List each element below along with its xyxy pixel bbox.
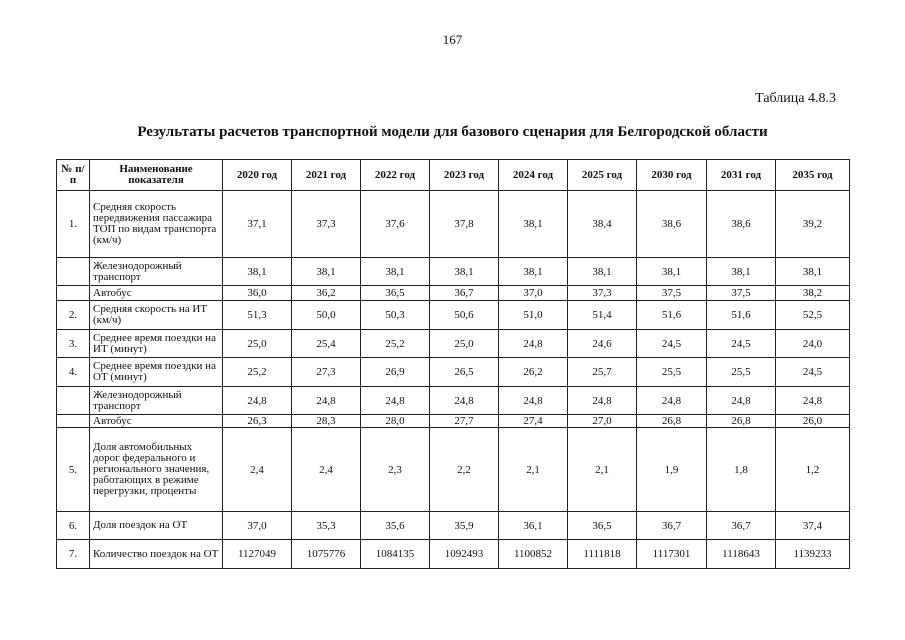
value-cell: 51,4 [568,301,637,330]
value-cell: 38,1 [637,258,707,286]
page-number: 167 [442,32,463,47]
value-cell: 2,4 [223,428,292,512]
row-number [57,286,90,301]
value-cell: 38,1 [361,258,430,286]
indicator-name: Доля автомобильных дорог федерального и регионального значения, работающих в режиме перегрузки, проценты [90,428,223,512]
column-header: 2020 год [223,160,292,191]
value-cell: 26,3 [223,415,292,428]
value-cell: 25,7 [568,358,637,387]
table-row [57,258,850,286]
table-number: Таблица 4.8.3 [755,91,836,106]
value-cell: 37,4 [776,512,850,540]
row-number [57,387,90,415]
value-cell: 50,3 [361,301,430,330]
value-cell: 1100852 [499,540,568,569]
indicator-name: Среднее время поездки на ОТ (минут) [90,358,223,387]
value-cell: 37,6 [361,191,430,258]
value-cell: 38,1 [499,258,568,286]
value-cell: 51,3 [223,301,292,330]
value-cell: 24,8 [223,387,292,415]
value-cell: 35,3 [292,512,361,540]
value-cell: 36,1 [499,512,568,540]
value-cell: 28,0 [361,415,430,428]
value-cell: 50,0 [292,301,361,330]
value-cell: 24,0 [776,330,850,358]
value-cell: 50,6 [430,301,499,330]
table-row [57,428,850,512]
value-cell: 36,7 [707,512,776,540]
value-cell: 26,8 [707,415,776,428]
value-cell: 1,9 [637,428,707,512]
value-cell: 27,4 [499,415,568,428]
value-cell: 25,2 [361,330,430,358]
value-cell: 38,1 [499,191,568,258]
value-cell: 25,5 [637,358,707,387]
value-cell: 25,2 [223,358,292,387]
indicator-name: Среднее время поездки на ИТ (минут) [90,330,223,358]
row-number [57,415,90,428]
column-header: 2025 год [568,160,637,191]
value-cell: 24,8 [707,387,776,415]
value-cell: 28,3 [292,415,361,428]
value-cell: 1075776 [292,540,361,569]
value-cell: 24,8 [637,387,707,415]
table-row [57,330,850,358]
value-cell: 24,6 [568,330,637,358]
value-cell: 2,4 [292,428,361,512]
value-cell: 37,3 [292,191,361,258]
value-cell: 51,6 [707,301,776,330]
value-cell: 38,1 [568,258,637,286]
column-header: Наименование показателя [90,160,223,191]
value-cell: 1084135 [361,540,430,569]
value-cell: 27,3 [292,358,361,387]
value-cell: 2,2 [430,428,499,512]
column-header: № п/п [57,160,90,191]
value-cell: 26,0 [776,415,850,428]
row-number: 2. [57,301,90,330]
value-cell: 36,5 [568,512,637,540]
value-cell: 1092493 [430,540,499,569]
indicator-name: Автобус [90,415,223,428]
value-cell: 24,8 [499,330,568,358]
indicator-name: Автобус [90,286,223,301]
value-cell: 26,9 [361,358,430,387]
results-table [56,159,850,569]
table-row [57,191,850,258]
column-header: 2030 год [637,160,707,191]
value-cell: 36,7 [430,286,499,301]
value-cell: 26,8 [637,415,707,428]
table-row [57,301,850,330]
value-cell: 39,2 [776,191,850,258]
value-cell: 38,1 [707,258,776,286]
value-cell: 24,8 [361,387,430,415]
value-cell: 38,1 [292,258,361,286]
value-cell: 24,5 [637,330,707,358]
value-cell: 38,6 [637,191,707,258]
table-row [57,540,850,569]
table-row [57,387,850,415]
table-row [57,512,850,540]
value-cell: 1117301 [637,540,707,569]
row-number: 6. [57,512,90,540]
value-cell: 1111818 [568,540,637,569]
value-cell: 51,0 [499,301,568,330]
value-cell: 1118643 [707,540,776,569]
value-cell: 1139233 [776,540,850,569]
value-cell: 38,1 [430,258,499,286]
value-cell: 24,8 [568,387,637,415]
column-header: 2024 год [499,160,568,191]
value-cell: 35,6 [361,512,430,540]
row-number: 7. [57,540,90,569]
row-number [57,258,90,286]
header-row [57,160,850,191]
value-cell: 36,0 [223,286,292,301]
value-cell: 24,8 [776,387,850,415]
value-cell: 37,1 [223,191,292,258]
value-cell: 27,0 [568,415,637,428]
column-header: 2031 год [707,160,776,191]
value-cell: 24,5 [776,358,850,387]
value-cell: 38,1 [776,258,850,286]
value-cell: 24,8 [430,387,499,415]
column-header: 2021 год [292,160,361,191]
value-cell: 2,3 [361,428,430,512]
value-cell: 27,7 [430,415,499,428]
value-cell: 38,2 [776,286,850,301]
table-row [57,286,850,301]
column-header: 2023 год [430,160,499,191]
value-cell: 37,0 [223,512,292,540]
value-cell: 37,5 [707,286,776,301]
value-cell: 25,4 [292,330,361,358]
value-cell: 52,5 [776,301,850,330]
column-header: 2035 год [776,160,850,191]
row-number: 1. [57,191,90,258]
value-cell: 1127049 [223,540,292,569]
value-cell: 24,5 [707,330,776,358]
value-cell: 25,0 [430,330,499,358]
indicator-name: Железнодорожный транспорт [90,258,223,286]
value-cell: 25,0 [223,330,292,358]
table-row [57,358,850,387]
value-cell: 51,6 [637,301,707,330]
value-cell: 38,1 [223,258,292,286]
column-header: 2022 год [361,160,430,191]
value-cell: 2,1 [568,428,637,512]
row-number: 4. [57,358,90,387]
value-cell: 24,8 [292,387,361,415]
value-cell: 26,2 [499,358,568,387]
value-cell: 26,5 [430,358,499,387]
table-title: Результаты расчетов транспортной модели для базового сценария для Белгородской области [137,124,768,140]
value-cell: 38,4 [568,191,637,258]
value-cell: 36,7 [637,512,707,540]
value-cell: 37,8 [430,191,499,258]
value-cell: 37,0 [499,286,568,301]
row-number: 5. [57,428,90,512]
indicator-name: Железнодорожный транспорт [90,387,223,415]
indicator-name: Средняя скорость на ИТ (км/ч) [90,301,223,330]
value-cell: 1,8 [707,428,776,512]
indicator-name: Средняя скорость передвижения пассажира ТОП по видам транспорта (км/ч) [90,191,223,258]
value-cell: 25,5 [707,358,776,387]
value-cell: 37,3 [568,286,637,301]
indicator-name: Доля поездок на ОТ [90,512,223,540]
table-row [57,415,850,428]
value-cell: 2,1 [499,428,568,512]
indicator-name: Количество поездок на ОТ [90,540,223,569]
value-cell: 38,6 [707,191,776,258]
value-cell: 37,5 [637,286,707,301]
value-cell: 36,5 [361,286,430,301]
value-cell: 36,2 [292,286,361,301]
value-cell: 35,9 [430,512,499,540]
table-body [57,191,850,569]
value-cell: 24,8 [499,387,568,415]
value-cell: 1,2 [776,428,850,512]
row-number: 3. [57,330,90,358]
